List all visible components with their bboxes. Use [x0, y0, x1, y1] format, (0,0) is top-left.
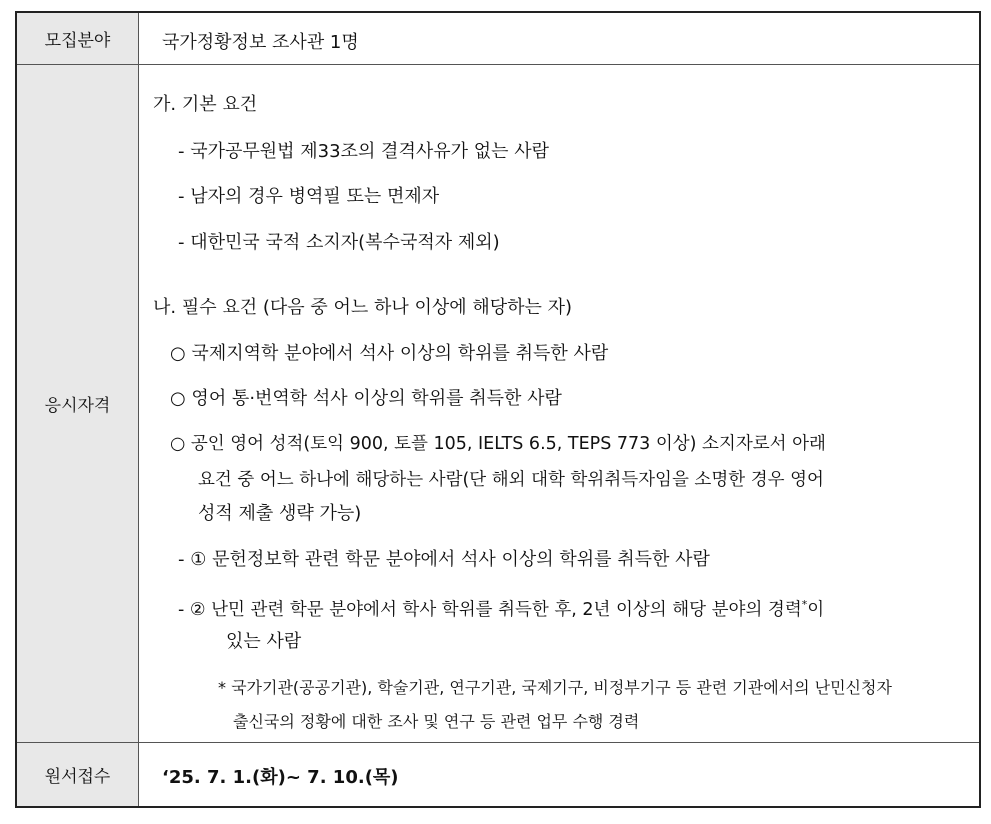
section-b-title: 나. 필수 요건 (다음 중 어느 하나 이상에 해당하는 자): [153, 297, 573, 318]
recruitment-table: [15, 11, 981, 808]
sub-2-tail: 이: [807, 599, 825, 620]
section-b-circle-1: ○ 국제지역학 분야에서 석사 이상의 학위를 취득한 사람: [170, 343, 609, 364]
value-field: 국가정황정보 조사관 1명: [162, 32, 359, 53]
section-b-sub-2-line-2: 있는 사람: [226, 631, 302, 652]
section-b-circle-3-line-1: ○ 공인 영어 성적(토익 900, 토플 105, IELTS 6.5, TEPS 773 이상) 소지자로서 아래: [170, 434, 826, 454]
section-b-circle-3-line-2: 요건 중 어느 하나에 해당하는 사람(단 해외 대학 학위취득자임을 소명한 경우 영어: [198, 470, 824, 490]
section-b-sub-2-line-1: [178, 594, 824, 621]
value-field-cell: [140, 13, 979, 64]
row-field: [17, 13, 979, 65]
value-application-cell: [140, 743, 979, 806]
section-a-item-2: - 남자의 경우 병역필 또는 면제자: [178, 186, 440, 207]
sub-2-text: - ② 난민 관련 학문 분야에서 학사 학위를 취득한 후, 2년 이상의 해당 분야의 경력: [178, 599, 802, 620]
section-b-circle-3-line-3: 성적 제출 생략 가능): [198, 503, 362, 524]
section-b-sub-1: - ① 문헌정보학 관련 학문 분야에서 석사 이상의 학위를 취득한 사람: [178, 549, 710, 570]
sub-2-footnote-mark: *: [801, 598, 808, 611]
footnote-line-2: 출신국의 정황에 대한 조사 및 연구 등 관련 업무 수행 경력: [233, 712, 640, 731]
row-qualification: [17, 65, 979, 743]
footnote-line-1: * 국가기관(공공기관), 학술기관, 연구기관, 국제기구, 비정부기구 등 관련 기관에서의 난민신청자: [218, 678, 892, 697]
label-application: 원서접수: [17, 743, 139, 806]
section-a-item-3: - 대한민국 국적 소지자(복수국적자 제외): [178, 232, 500, 253]
label-field: 모집분야: [17, 13, 139, 64]
section-b-circle-2: ○ 영어 통·번역학 석사 이상의 학위를 취득한 사람: [170, 388, 562, 409]
value-application: ‘25. 7. 1.(화)~ 7. 10.(목): [162, 767, 399, 788]
section-a-title: 가. 기본 요건: [153, 94, 258, 115]
section-a-item-1: - 국가공무원법 제33조의 결격사유가 없는 사람: [178, 141, 549, 162]
row-application: [17, 743, 979, 806]
value-qualification-cell: [140, 65, 979, 742]
label-qualification: 응시자격: [17, 65, 139, 742]
